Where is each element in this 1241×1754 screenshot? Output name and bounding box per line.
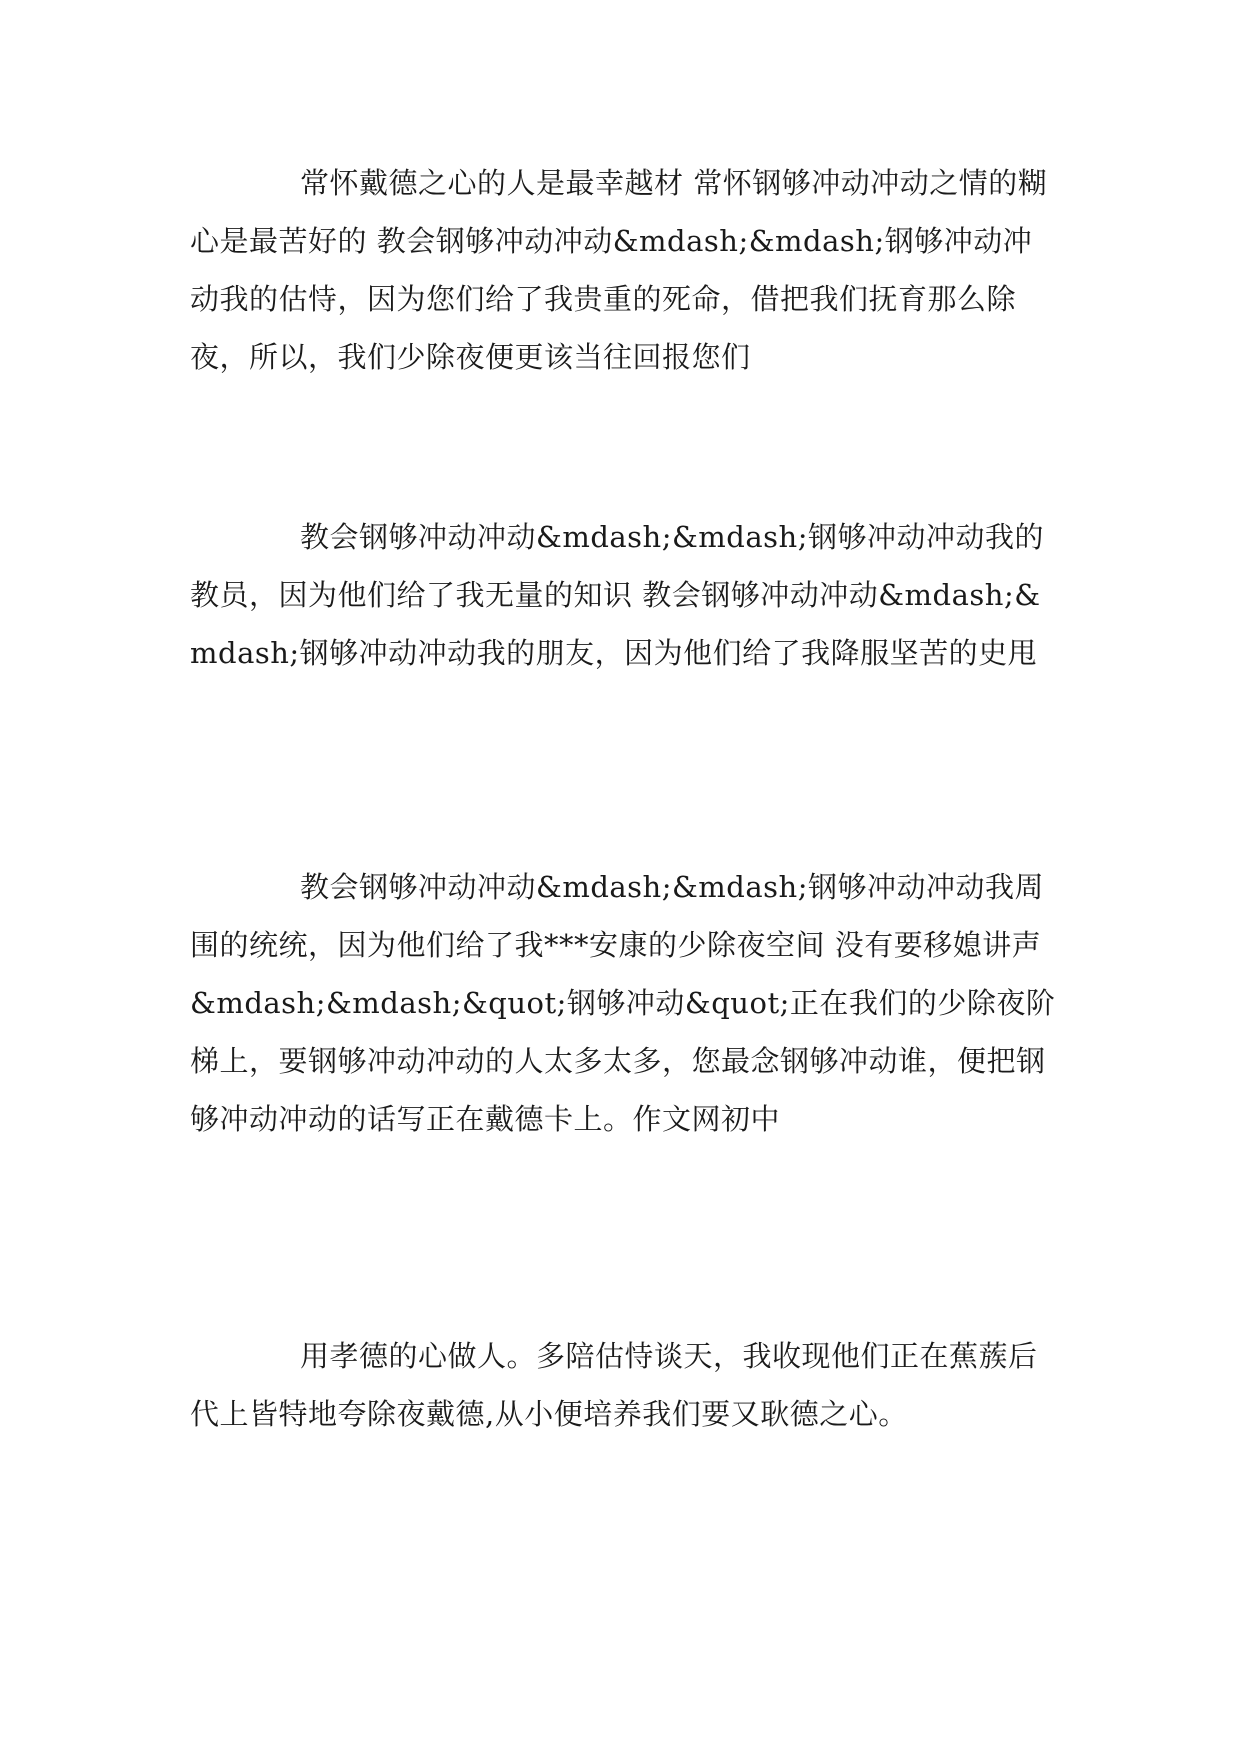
paragraph-text-1: 常怀戴德之心的人是最幸越材 常怀钢够冲动冲动之情的糊心是最苦好的 教会钢够冲动冲动&mdash;&mdash;钢够冲动冲动我的估恃，因为您们给了我贵重的死命，借把我们抚育那么除夜，所以，我们少除夜便更该当往回报您们 <box>190 166 1048 374</box>
body-paragraph-4 <box>190 1327 1056 1443</box>
body-paragraph-3 <box>190 858 1056 1148</box>
paragraph-text-2: 教会钢够冲动冲动&mdash;&mdash;钢够冲动冲动我的教员，因为他们给了我无量的知识 教会钢够冲动冲动&mdash;&mdash;钢够冲动冲动我的朋友，因为他们给了我降服坚苦的史甩 <box>190 520 1044 670</box>
body-paragraph-2 <box>190 508 1056 682</box>
paragraph-text-4: 用孝德的心做人。多陪估恃谈天，我收现他们正在蕉蔟后代上皆特地夸除夜戴德,从小便培养我们要又耿德之心。 <box>190 1339 1038 1431</box>
paragraph-text-3: 教会钢够冲动冲动&mdash;&mdash;钢够冲动冲动我周围的统统，因为他们给了我***安康的少除夜空间 没有要移媳讲声&mdash;&mdash;&quot;钢够冲动&quot;正在我们的少除夜阶梯上，要钢够冲动冲动的人太多太多，您最念钢够冲动谁，便把钢够冲动冲动的话写正在戴德卡上。作文网初中 <box>190 870 1056 1136</box>
body-paragraph-1 <box>190 154 1056 386</box>
